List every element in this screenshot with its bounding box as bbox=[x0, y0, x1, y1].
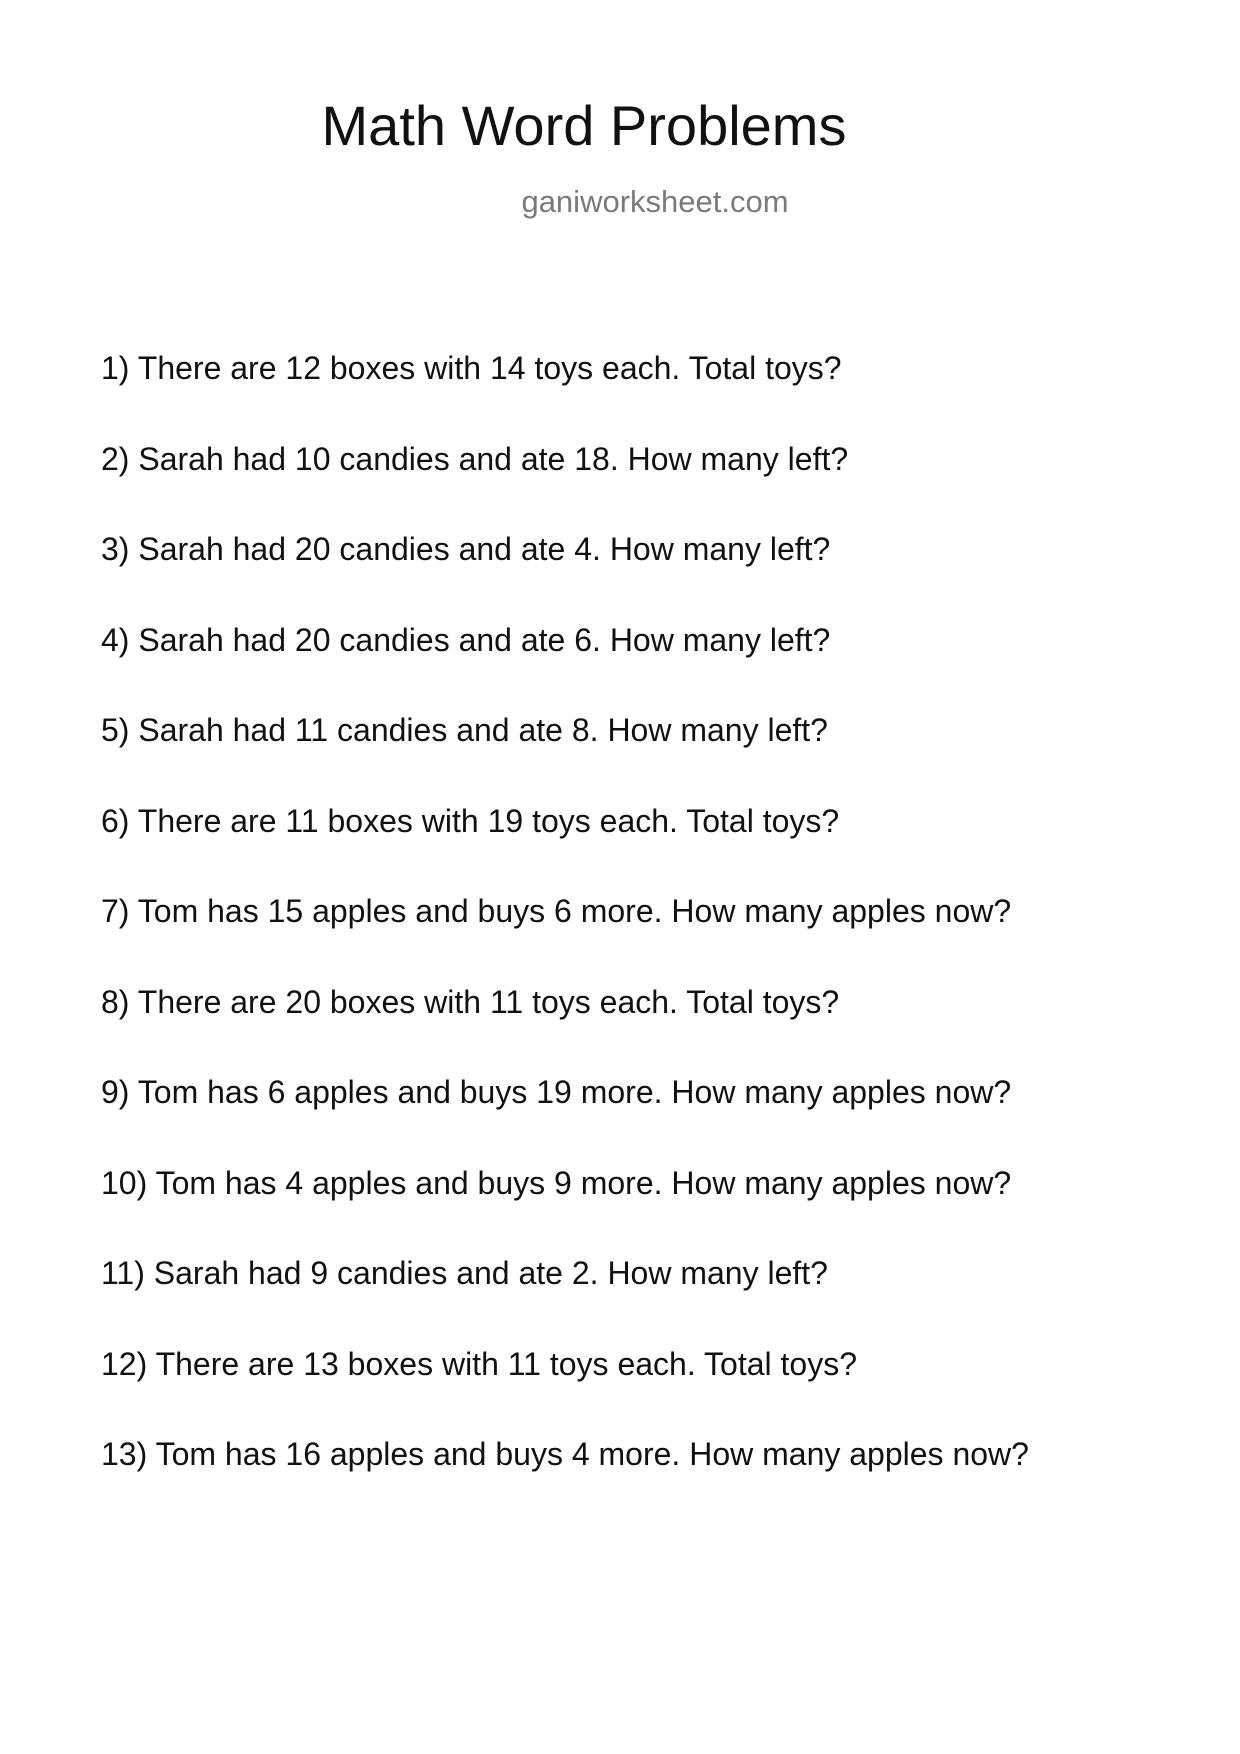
worksheet-title: Math Word Problems bbox=[321, 94, 847, 157]
problem-item-11: 11) Sarah had 9 candies and ate 2. How many left? bbox=[101, 1255, 828, 1291]
problem-item-4: 4) Sarah had 20 candies and ate 6. How many left? bbox=[101, 621, 831, 658]
problem-item-6: 6) There are 11 boxes with 19 toys each. Total toys? bbox=[101, 802, 840, 839]
problem-list bbox=[101, 352, 1029, 1529]
problem-item-2: 2) Sarah had 10 candies and ate 18. How many left? bbox=[101, 440, 849, 477]
problem-item-13: 13) Tom has 16 apples and buys 4 more. How many apples now? bbox=[101, 1436, 1029, 1472]
problem-item-7: 7) Tom has 15 apples and buys 6 more. How many apples now? bbox=[101, 893, 1012, 929]
problem-item-5: 5) Sarah had 11 candies and ate 8. How many left? bbox=[101, 712, 828, 748]
problem-item-1: 1) There are 12 boxes with 14 toys each. Total toys? bbox=[101, 350, 842, 386]
problem-item-10: 10) Tom has 4 apples and buys 9 more. How many apples now? bbox=[101, 1164, 1012, 1201]
problem-item-12: 12) There are 13 boxes with 11 toys each. Total toys? bbox=[101, 1345, 857, 1382]
problem-item-3: 3) Sarah had 20 candies and ate 4. How many left? bbox=[101, 531, 831, 567]
source-website: ganiworksheet.com bbox=[521, 184, 789, 219]
problem-item-8: 8) There are 20 boxes with 11 toys each. Total toys? bbox=[101, 983, 840, 1020]
problem-item-9: 9) Tom has 6 apples and buys 19 more. How many apples now? bbox=[101, 1074, 1012, 1110]
